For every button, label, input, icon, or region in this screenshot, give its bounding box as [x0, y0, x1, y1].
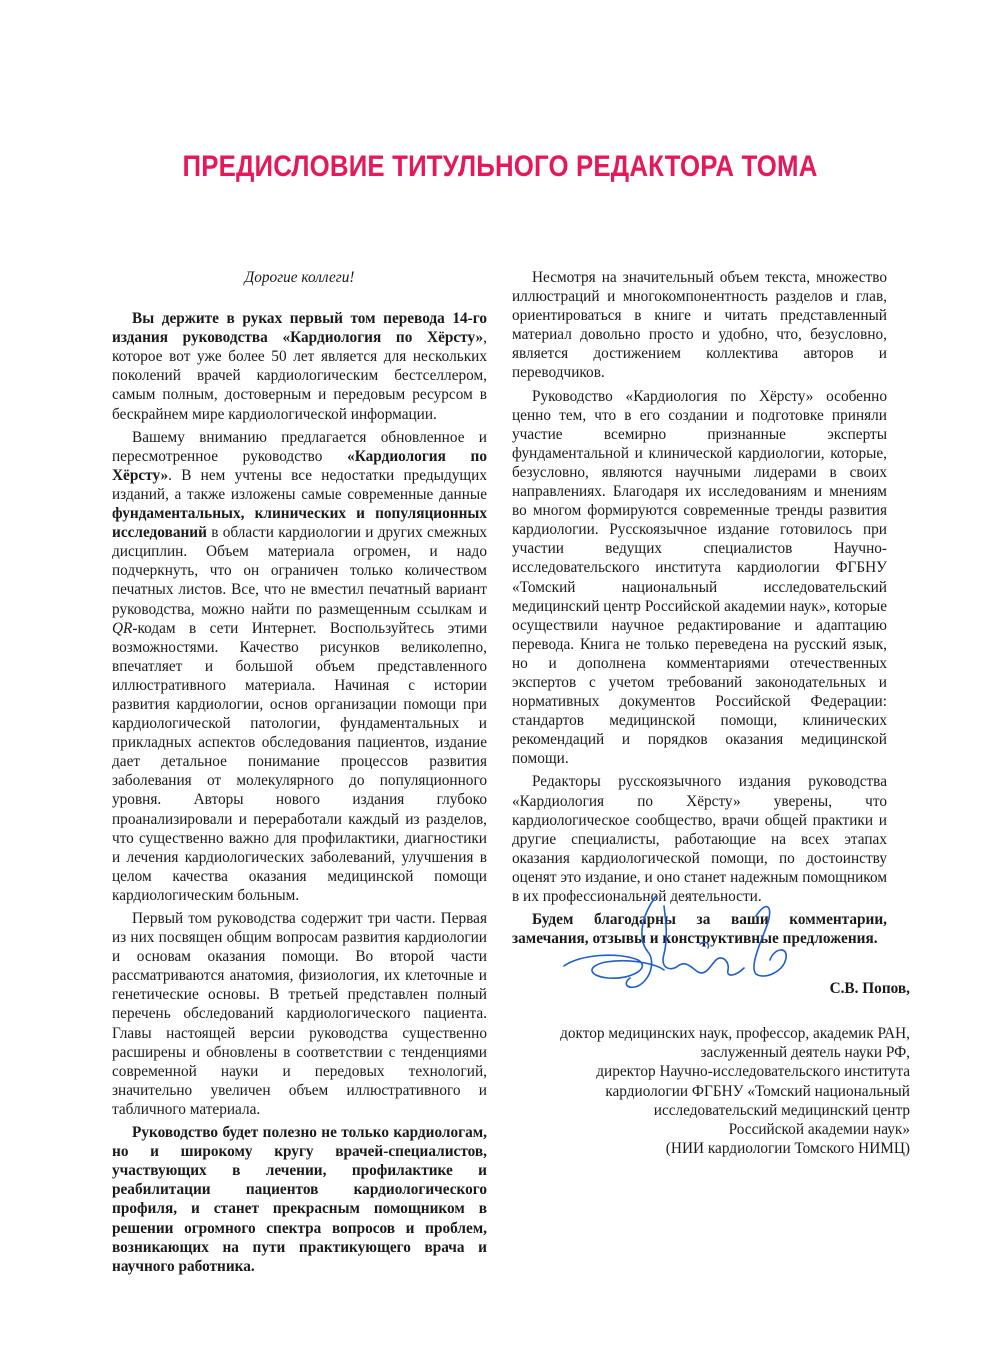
signatory-name: С.В. Попов, [829, 980, 910, 997]
greeting: Дорогие коллеги! [244, 269, 355, 286]
page-title: ПРЕДИСЛОВИЕ ТИТУЛЬНОГО РЕДАКТОРА ТОМА [182, 150, 818, 183]
paragraph-volume-structure: Первый том руководства содержит три части. Первая из них посвящен общим вопросам развития кардиологии и основам оказания помощи. Во второй части рассматриваются анатомия, физиология, их клеточные и генетические основы. В третьей представлен полный перечень обследований кардиологического пациента. Главы настоящей версии руководства существенно расширены и обновлены в соответствии с тенденциями современной науки и передовых технологий, значительно увеличен объем иллюстративного и табличного материала. [112, 910, 487, 1118]
overview-text-e: в области кардиологии и других смежных дисциплин. Объем материала огромен, и надо подчеркнуть, что он ограничен только количеством печатных листов. Все, что не вместил печатный вариант руководства, можно найти по размещенным ссылкам и [112, 524, 487, 618]
handwritten-signature [560, 888, 810, 998]
intro-bold-text: Вы держите в руках первый том перевода 14-го издания руководства «Кардиология по Хёрсту» [112, 310, 487, 347]
overview-text-c: . В нем учтены все недостатки предыдущих изданий, а также изложены самые современные данные [112, 466, 487, 503]
paragraph-feedback: Будем благодарны за ваши комментарии, замечания, отзывы и конструктивные предложения. [512, 911, 887, 948]
credential-line: заслуженный деятель науки РФ, [700, 1044, 910, 1062]
paragraph-overview [112, 428, 487, 905]
paragraph-navigation: Несмотря на значительный объем текста, множество иллюстраций и многокомпонентность разделов и глав, ориентироваться в книге и читать представленный материал довольно просто и удобно, что, безусловно, является достижением коллектива авторов и переводчиков. [512, 269, 887, 382]
paragraph-experts: Руководство «Кардиология по Хёрсту» особенно ценно тем, что в его создании и подготовке приняли участие всемирно признанные эксперты фундаментальной и клинической кардиологии, которые, безусловно, являются научными лидерами в своих направлениях. Благодаря их исследованиям и мнениям во многом формируются современные тренды развития кардиологии. Русскоязычное издание готовилось при участии ведущих специалистов Научно-исследовательского института кардиологии ФГБНУ «Томский национальный исследовательский медицинский центр Российской академии наук», которые осуществили научное редактирование и адаптацию перевода. Книга не только переведена на русский язык, но и дополнена комментариями отечественных экспертов с учетом требований законодательных и нормативных документов Российской Федерации: стандартов медицинской помощи, клинических рекомендаций и порядков оказания медицинской помощи. [512, 387, 887, 768]
overview-text-a: Вашему вниманию предлагается обновленное и пересмотренное руководство [112, 428, 487, 465]
right-column [512, 268, 887, 952]
paragraph-editors: Редакторы русскоязычного издания руководства «Кардиология по Хёрсту» уверены, что кардиологическое сообщество, врачи общей практики и другие специалисты, работающие на всех этапах оказания кардиологической помощи, по достоинству оценят это издание, и оно станет надежным помощником в их профессиональной деятельности. [512, 773, 887, 905]
credential-line: Российской академии наук» [728, 1121, 910, 1139]
signatory-credentials [490, 1024, 910, 1158]
paragraph-intro [112, 309, 487, 424]
overview-qr-italic: QR [112, 619, 133, 637]
left-column [112, 268, 487, 1280]
paragraph-audience: Руководство будет полезно не только кардиологам, но и широкому кругу врачей-специалистов, участвующих в лечении, профилактике и реабилитации пациентов кардиологического профиля, и станет прекрасным помощником в решении огромного спектра вопросов и проблем, возникающих на пути практикующего врача и научного работника. [112, 1124, 487, 1275]
signature-strokes [564, 896, 786, 987]
credential-line: (НИИ кардиологии Томского НИМЦ) [665, 1140, 910, 1158]
credential-line: исследовательский медицинский центр [653, 1101, 910, 1119]
overview-research-bold: фундаментальных, клинических и популяционных исследований [112, 505, 487, 542]
credential-line: директор Научно-исследовательского института [596, 1063, 910, 1081]
overview-book-title: «Кардиология по Хёрсту» [112, 447, 487, 484]
intro-text: , которое вот уже более 50 лет является для нескольких поколений врачей кардиологическим бестселлером, самым полным, достоверным и передовым ресурсом в бескрайнем мире кардиологической информации. [112, 329, 487, 423]
credential-line: кардиологии ФГБНУ «Томский национальный [605, 1082, 910, 1100]
credential-line: доктор медицинских наук, профессор, академик РАН, [560, 1025, 910, 1042]
overview-text-g: -кодам в сети Интернет. Воспользуйтесь этими возможностями. Качество рисунков великолепно, впечатляет и большой объем представленного иллюстративного материала. Начиная с истории развития кардиологии, основ организации помощи при кардиологической патологии, фундаментальных и прикладных аспектов обследования пациентов, издание дает детальное понимание процессов развития заболевания от молекулярного до популяционного уровня. Авторы нового издания глубоко проанализировали и переработали каждый из разделов, что существенно важно для профилактики, диагностики и лечения кардиологических заболеваний, улучшения в целом качества оказания медицинской помощи кардиологическим больным. [112, 619, 487, 904]
